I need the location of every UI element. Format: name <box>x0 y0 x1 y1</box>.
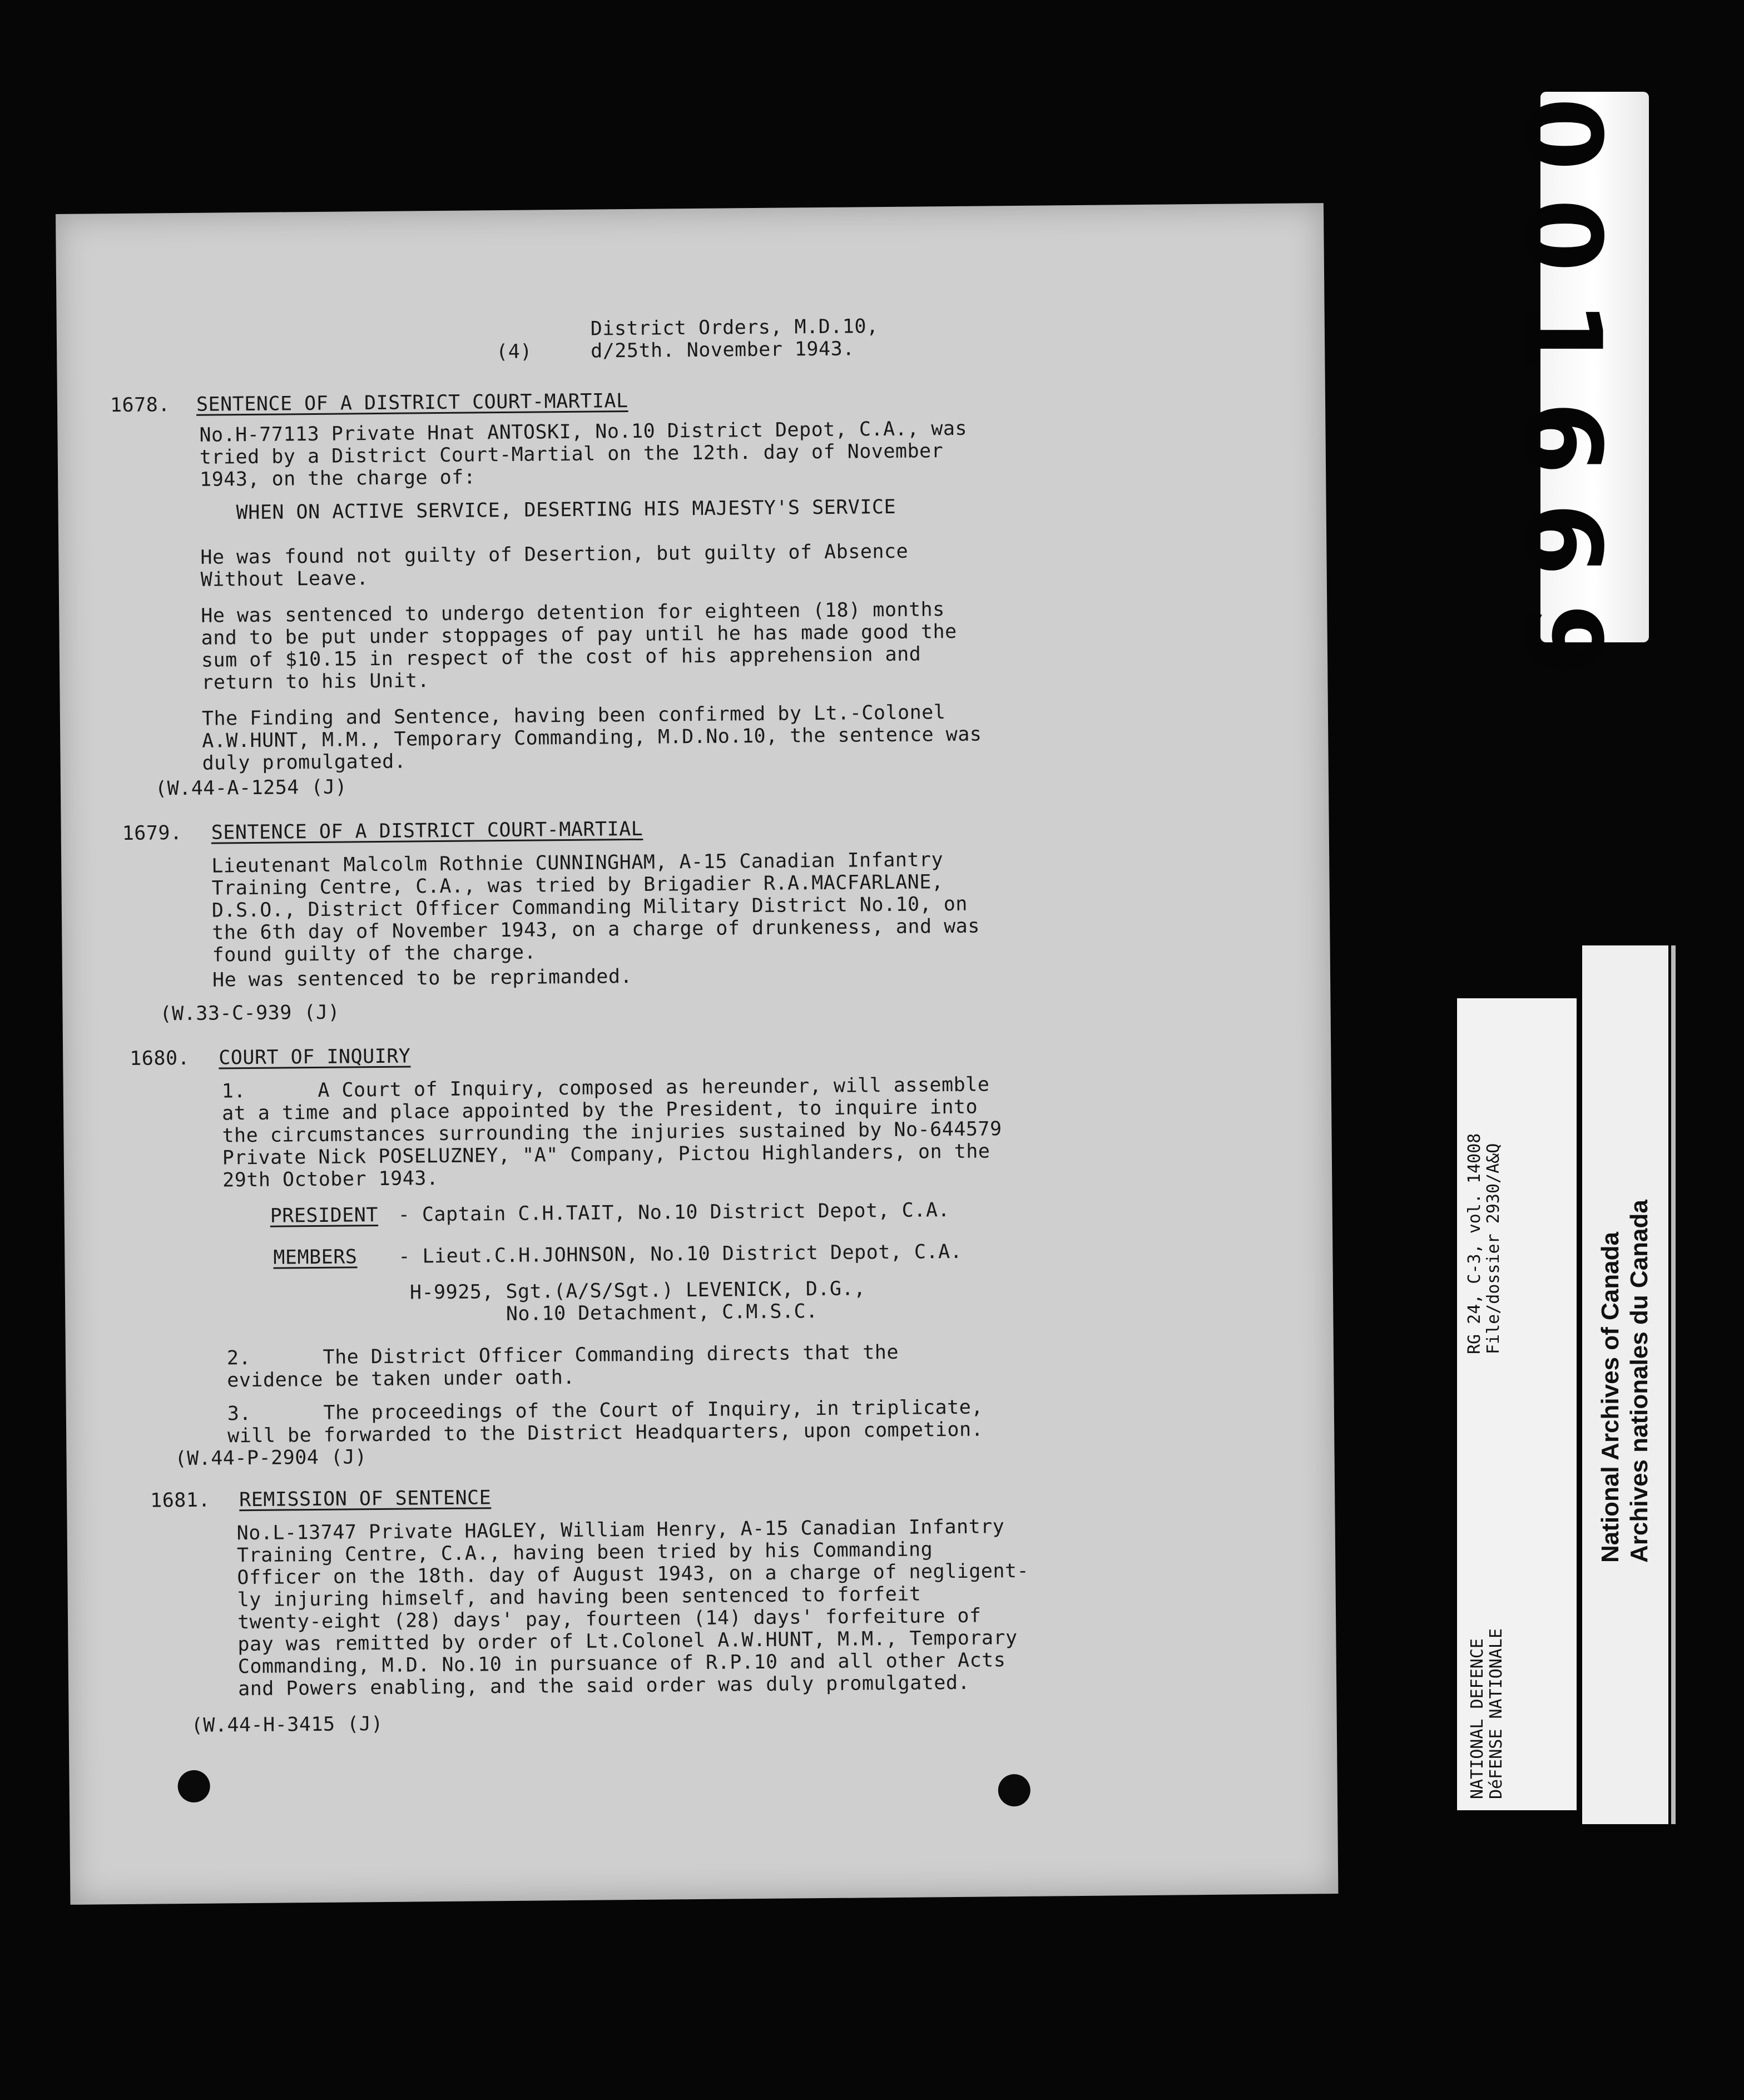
institution-name: National Archives of Canada Archives nationales du Canada <box>1597 1200 1653 1563</box>
member-line: H-9925, Sgt.(A/S/Sgt.) LEVENICK, D.G., No.10 Detachment, C.M.S.C. <box>409 1277 866 1326</box>
item-paragraph: Lieutenant Malcolm Rothnie CUNNINGHAM, A-15 Canadian Infantry Training Centre, C.A., was tried by Brigadier R.A.MACFARLANE, D.S.O., District Officer Commanding Military District No.10, on the 6th day of November 1943, on a charge of drunkeness, and was found guilty of the charge. <box>211 849 980 967</box>
item-paragraph: He was found not guilty of Desertion, but guilty of Absence Without Leave. <box>200 540 909 591</box>
punch-hole <box>177 1770 210 1803</box>
item-paragraph: 3. The proceedings of the Court of Inquiry, in triplicate, will be forwarded to the District Headquarters, upon competion. <box>227 1396 984 1448</box>
item-number: 1678. <box>110 394 171 417</box>
item-reference: (W.33-C-939 (J) <box>160 1001 340 1026</box>
item-paragraph: He was sentenced to undergo detention for eighteen (18) months and to be put under stoppages of pay until he has made good the sum of $10.15 in respect of the cost of his apprehension and return to his Unit. <box>201 598 957 694</box>
item-paragraph: No.H-77113 Private Hnat ANTOSKI, No.10 District Depot, C.A., was tried by a District Court-Martial on the 12th. day of November 1943, on the charge of: <box>199 417 968 491</box>
page-number: (4) <box>496 340 533 364</box>
item-paragraph: The Finding and Sentence, having been confirmed by Lt.-Colonel A.W.HUNT, M.M., Temporary Commanding, M.D.No.10, the sentence was duly promulgated. <box>201 701 982 775</box>
president-line: - Captain C.H.TAIT, No.10 District Depot, C.A. <box>398 1199 950 1226</box>
item-reference: (W.44-P-2904 (J) <box>175 1446 367 1470</box>
item-heading: COURT OF INQUIRY <box>219 1045 411 1069</box>
header-line2: d/25th. November 1943. <box>591 338 855 363</box>
frame-number: 001669 <box>1501 97 1624 706</box>
item-number: 1681. <box>150 1489 211 1512</box>
item-paragraph: 1. A Court of Inquiry, composed as hereunder, will assemble at a time and place appointed by the President, to inquire into the circumstances surrounding the injuries sustained by No-644579 Private Nick POSELUZNEY, "A" Company, Pictou Highlanders, on the 29th October 1943. <box>221 1073 1002 1192</box>
item-charge: WHEN ON ACTIVE SERVICE, DESERTING HIS MAJESTY'S SERVICE <box>236 496 896 524</box>
institution-card <box>1582 945 1668 1824</box>
archive-reference: RG 24, C-3, vol. 14008 File/dossier 2930/A&Q <box>1465 1133 1503 1354</box>
punch-hole <box>998 1774 1031 1807</box>
member-line: - Lieut.C.H.JOHNSON, No.10 District Depot, C.A. <box>398 1240 963 1268</box>
header-line1: District Orders, M.D.10, <box>590 315 879 340</box>
item-heading: SENTENCE OF A DISTRICT COURT-MARTIAL <box>196 390 628 416</box>
archive-reference-card <box>1457 998 1577 1810</box>
item-paragraph: No.L-13747 Private HAGLEY, William Henry, A-15 Canadian Infantry Training Centre, C.A., having been tried by his Commanding Officer on the 18th. day of August 1943, on a charge of negligent- ly injuring himself, and having been sentenced to forfeit twenty-eight (28) days' pay, fourteen (14) days' forfeiture of pay was remitted by order of Lt.Colonel A.W.HUNT, M.M., Temporary Commanding, M.D. No.10 in pursuance of R.P.10 and all other Acts and Powers enabling, and the said order was duly promulgated. <box>236 1515 1029 1701</box>
item-heading: SENTENCE OF A DISTRICT COURT-MARTIAL <box>211 818 643 844</box>
card-edge <box>1671 945 1676 1824</box>
item-number: 1679. <box>122 822 182 845</box>
document-page <box>56 203 1338 1905</box>
item-heading: REMISSION OF SENTENCE <box>239 1487 492 1512</box>
department-label: NATIONAL DEFENCE DéFENSE NATIONALE <box>1468 1628 1506 1799</box>
members-label: MEMBERS <box>273 1246 358 1269</box>
item-paragraph: 2. The District Officer Commanding directs that the evidence be taken under oath. <box>226 1341 899 1392</box>
president-label: PRESIDENT <box>270 1204 379 1227</box>
item-number: 1680. <box>130 1047 190 1070</box>
item-reference: (W.44-H-3415 (J) <box>191 1712 384 1737</box>
item-paragraph: He was sentenced to be reprimanded. <box>212 965 633 992</box>
item-reference: (W.44-A-1254 (J) <box>155 776 348 800</box>
